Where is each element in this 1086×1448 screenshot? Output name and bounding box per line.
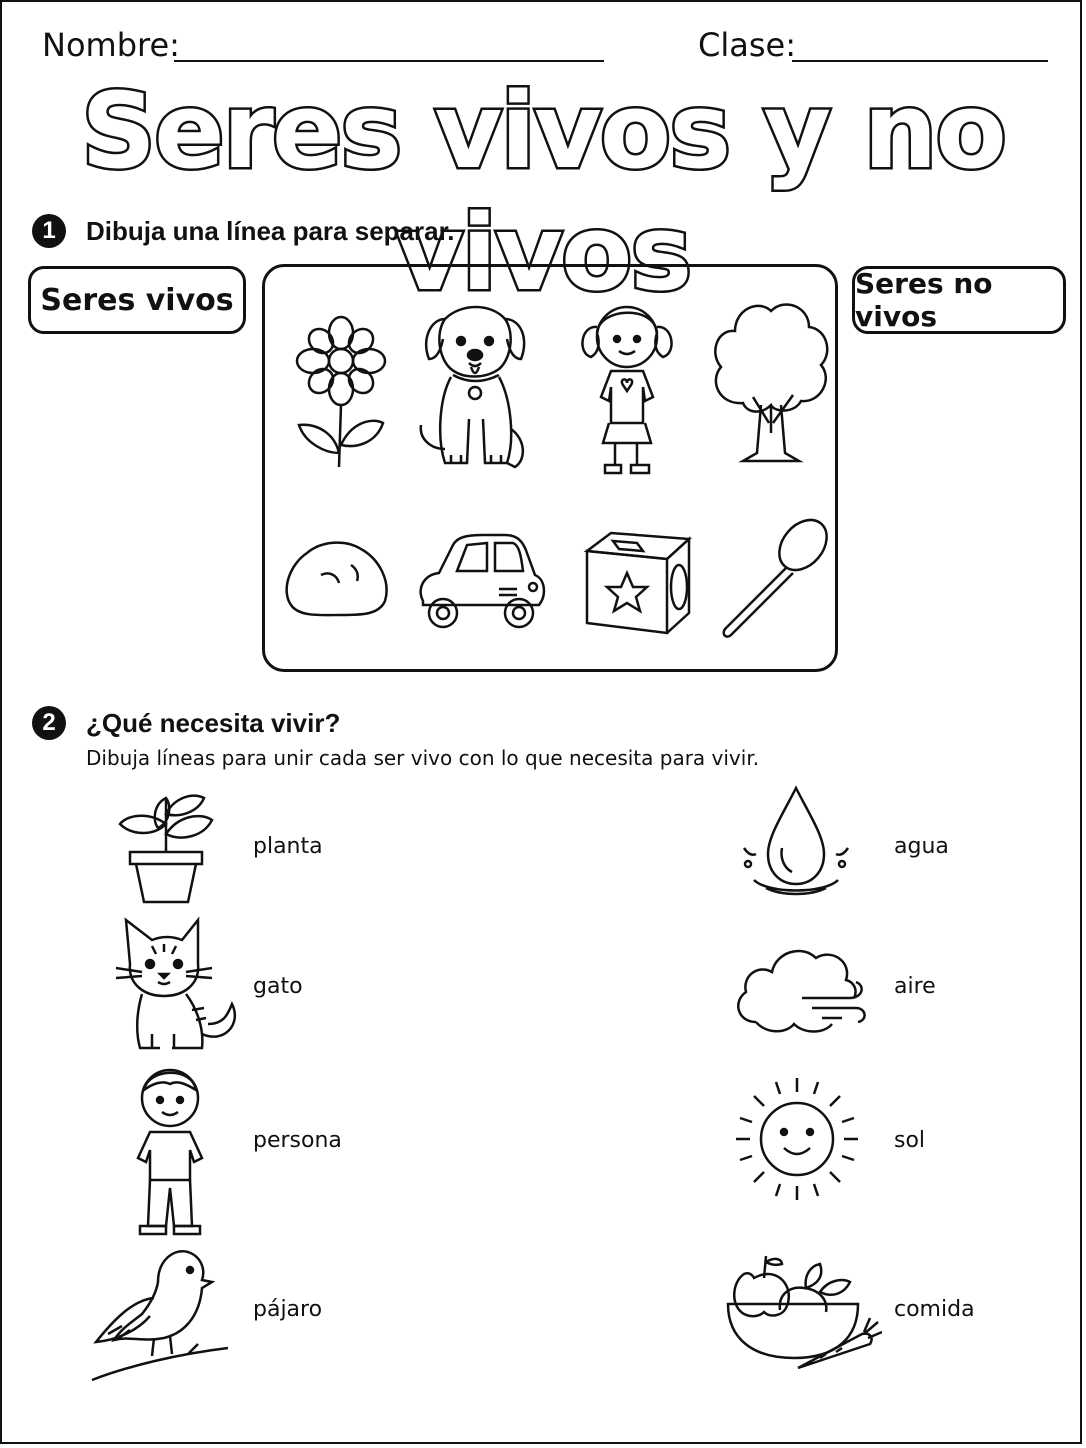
bird-icon: [88, 1242, 232, 1388]
class-answer-line[interactable]: [792, 60, 1048, 62]
girl-icon: [571, 287, 683, 481]
name-answer-line[interactable]: [174, 60, 604, 62]
nonliving-label-box: Seres no vivos: [852, 266, 1066, 334]
living-label-pajaro: pájaro: [253, 1297, 323, 1322]
wind-cloud-icon: [732, 942, 868, 1036]
name-label: Nombre:: [42, 26, 180, 64]
need-label-comida: comida: [894, 1297, 975, 1322]
rock-icon: [281, 535, 393, 619]
water-drop-icon: [738, 784, 854, 898]
need-label-sol: sol: [894, 1128, 926, 1153]
pictures-box[interactable]: [262, 264, 838, 672]
spoon-icon: [717, 515, 835, 639]
need-label-agua: agua: [894, 834, 949, 859]
section-2-number: 2: [32, 706, 66, 740]
living-label-box: Seres vivos: [28, 266, 246, 334]
sun-icon: [732, 1074, 862, 1204]
cat-icon: [112, 914, 244, 1054]
section-2-instruction: Dibuja líneas para unir cada ser vivo con lo que necesita para vivir.: [86, 746, 760, 770]
car-icon: [413, 529, 549, 635]
section-2-heading: ¿Qué necesita vivir?: [86, 708, 341, 738]
class-label: Clase:: [698, 26, 796, 64]
toy-block-icon: [583, 529, 693, 637]
living-label-planta: planta: [253, 834, 323, 859]
section-1-instruction: Dibuja una línea para separar.: [86, 216, 455, 246]
need-label-aire: aire: [894, 974, 936, 999]
page-title: Seres vivos y no vivos: [81, 70, 1005, 314]
potted-plant-icon: [114, 784, 218, 908]
living-label-persona: persona: [253, 1128, 342, 1153]
boy-icon: [130, 1062, 210, 1242]
section-1-number: 1: [32, 214, 66, 248]
living-label-gato: gato: [253, 974, 303, 999]
tree-icon: [709, 293, 833, 469]
dog-icon: [411, 299, 537, 475]
food-bowl-icon: [724, 1252, 882, 1374]
flower-icon: [295, 313, 387, 473]
